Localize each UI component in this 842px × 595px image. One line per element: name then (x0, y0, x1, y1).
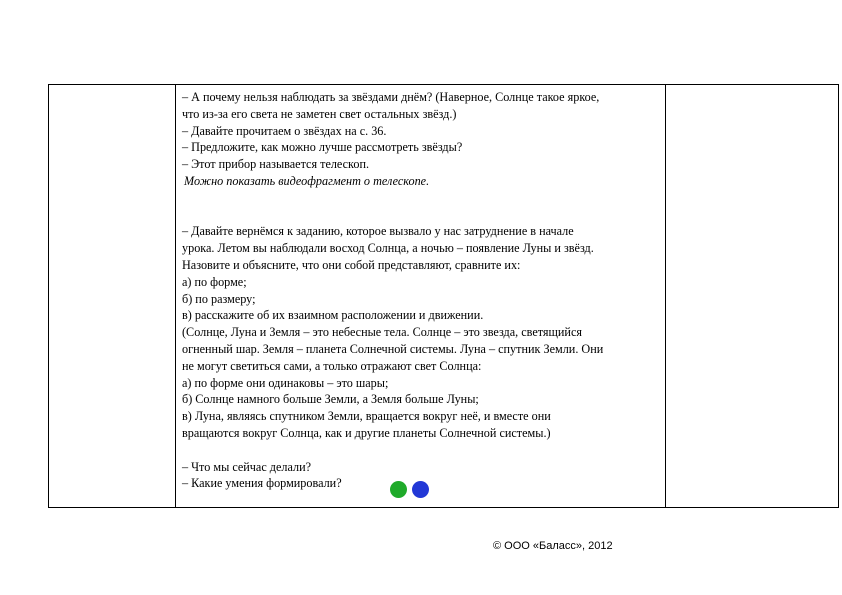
text-line: б) Солнце намного больше Земли, а Земля больше Луны; (182, 392, 479, 407)
text-line: в) Луна, являясь спутником Земли, вращается вокруг неё, и вместе они (182, 409, 551, 424)
text-line: не могут светиться сами, а только отражают свет Солнца: (182, 358, 482, 373)
text-line: – Давайте прочитаем о звёздах на с. 36. (182, 123, 387, 138)
text-line: огненный шар. Земля – планета Солнечной системы. Луна – спутник Земли. Они (182, 341, 604, 356)
text-line: – Этот прибор называется телескоп. (182, 157, 370, 172)
evaluation-circles (390, 481, 429, 498)
copyright-footer: © ООО «Баласс», 2012 (493, 540, 613, 552)
text-line: – А почему нельзя наблюдать за звёздами днём? (Наверное, Солнце такое яркое, (182, 90, 600, 104)
paragraph-gap (182, 442, 662, 459)
teacher-note: Можно показать видеофрагмент о телескопе. (184, 173, 430, 188)
lesson-text-cell (182, 89, 662, 492)
text-line: что из-за его света не заметен свет остальных звёзд.) (182, 106, 457, 121)
text-line: – Давайте вернёмся к заданию, которое вызвало у нас затруднение в начале (182, 224, 574, 239)
blue-circle-icon (412, 481, 429, 498)
text-line: а) по форме они одинаковы – это шары; (182, 375, 389, 390)
text-line: б) по размеру; (182, 291, 256, 306)
text-line: урока. Летом вы наблюдали восход Солнца, а ночью – появление Луны и звёзд. (182, 241, 594, 256)
text-line: (Солнце, Луна и Земля – это небесные тела. Солнце – это звезда, светящийся (182, 325, 582, 340)
text-line: – Что мы сейчас делали? (182, 459, 312, 474)
text-line: – Какие умения формировали? (182, 476, 342, 491)
column-divider (175, 85, 176, 507)
green-circle-icon (390, 481, 407, 498)
text-line: Назовите и объясните, что они собой представляют, сравните их: (182, 257, 521, 272)
column-divider (665, 85, 666, 507)
text-line: вращаются вокруг Солнца, как и другие планеты Солнечной системы.) (182, 425, 551, 440)
text-line: в) расскажите об их взаимном расположении и движении. (182, 308, 484, 323)
text-line: – Предложите, как можно лучше рассмотреть звёзды? (182, 140, 463, 155)
paragraph-gap (182, 190, 662, 224)
lesson-table (48, 84, 839, 508)
text-line: а) по форме; (182, 274, 247, 289)
